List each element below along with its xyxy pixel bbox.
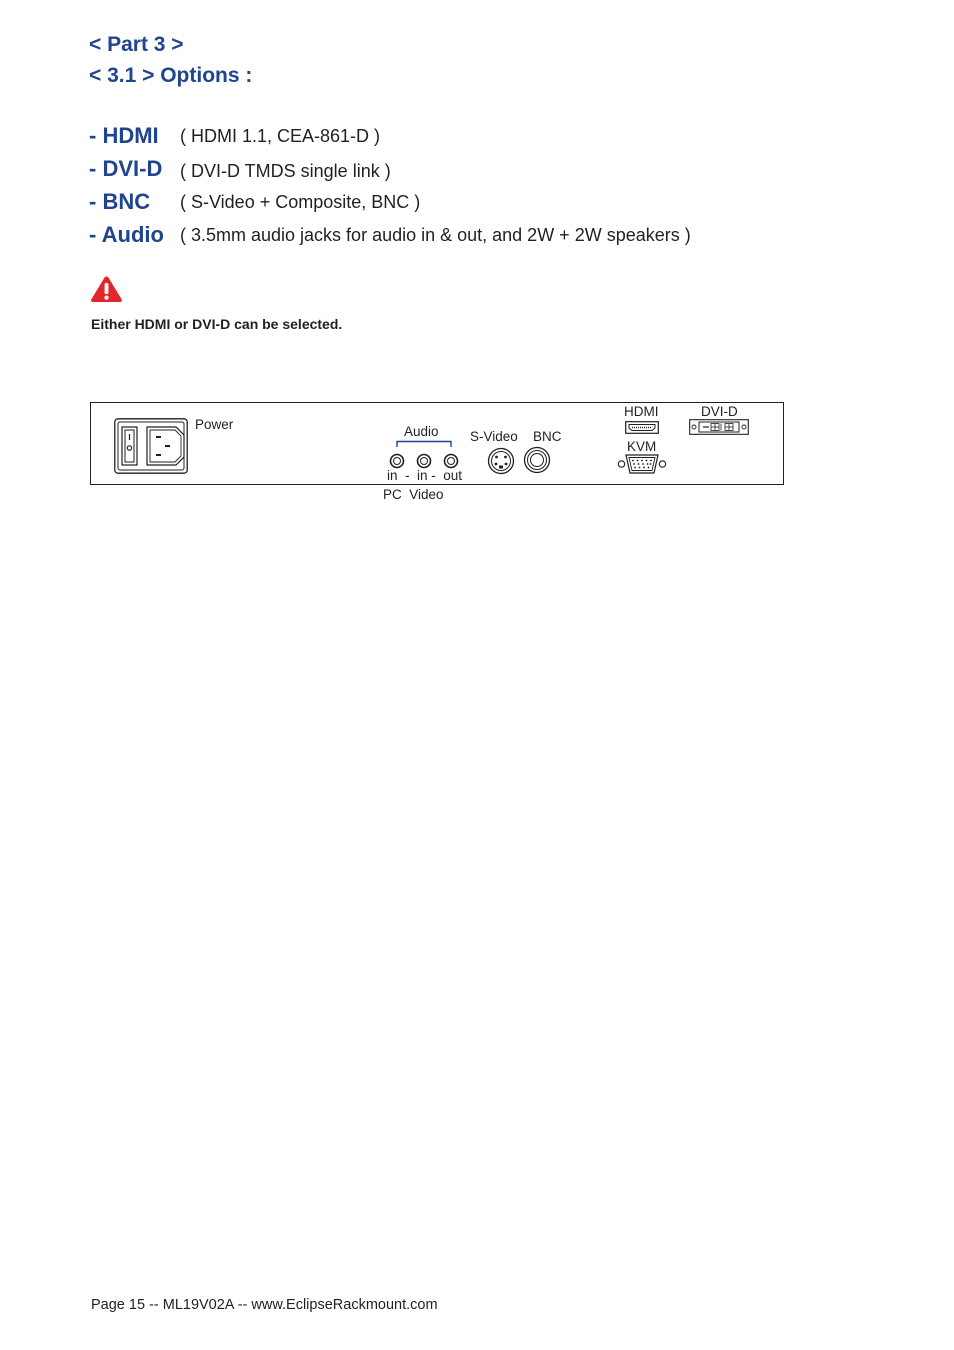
- option-key-hdmi: - HDMI: [89, 123, 159, 148]
- warning-note: Either HDMI or DVI-D can be selected.: [91, 316, 343, 332]
- option-key-audio: - Audio: [89, 222, 164, 247]
- bnc-port-icon: [523, 446, 551, 474]
- option-key-dvid: - DVI-D: [89, 156, 163, 181]
- option-desc-hdmi: ( HDMI 1.1, CEA-861-D ): [180, 126, 381, 146]
- audio-label: Audio: [404, 424, 439, 439]
- hdmi-label: HDMI: [624, 404, 659, 419]
- audio-jacks-label: in - in - out: [387, 468, 463, 483]
- option-desc-bnc: ( S-Video + Composite, BNC ): [180, 192, 421, 212]
- dvid-port-icon: [689, 419, 749, 435]
- kvm-label: KVM: [627, 439, 657, 454]
- option-key-bnc: - BNC: [89, 189, 151, 214]
- option-desc-dvid: ( DVI-D TMDS single link ): [180, 161, 391, 181]
- bnc-label: BNC: [533, 429, 562, 444]
- svideo-port-icon: [486, 447, 516, 475]
- kvm-port-icon: [617, 453, 667, 475]
- power-label: Power: [195, 417, 234, 432]
- part-title: < Part 3 >: [89, 33, 184, 56]
- svideo-label: S-Video: [470, 429, 518, 444]
- audio-bracket: [396, 440, 452, 448]
- power-inlet-icon: [114, 418, 188, 474]
- page-footer: Page 15 -- ML19V02A -- www.EclipseRackmount.com: [91, 1297, 438, 1313]
- dvid-label: DVI-D: [701, 404, 738, 419]
- option-desc-audio: ( 3.5mm audio jacks for audio in & out, and 2W + 2W speakers ): [180, 225, 691, 245]
- warning-triangle-icon: [90, 275, 123, 303]
- audio-source-label: PC Video: [383, 487, 444, 502]
- hdmi-port-icon: [625, 421, 659, 434]
- section-title: < 3.1 > Options :: [89, 64, 253, 87]
